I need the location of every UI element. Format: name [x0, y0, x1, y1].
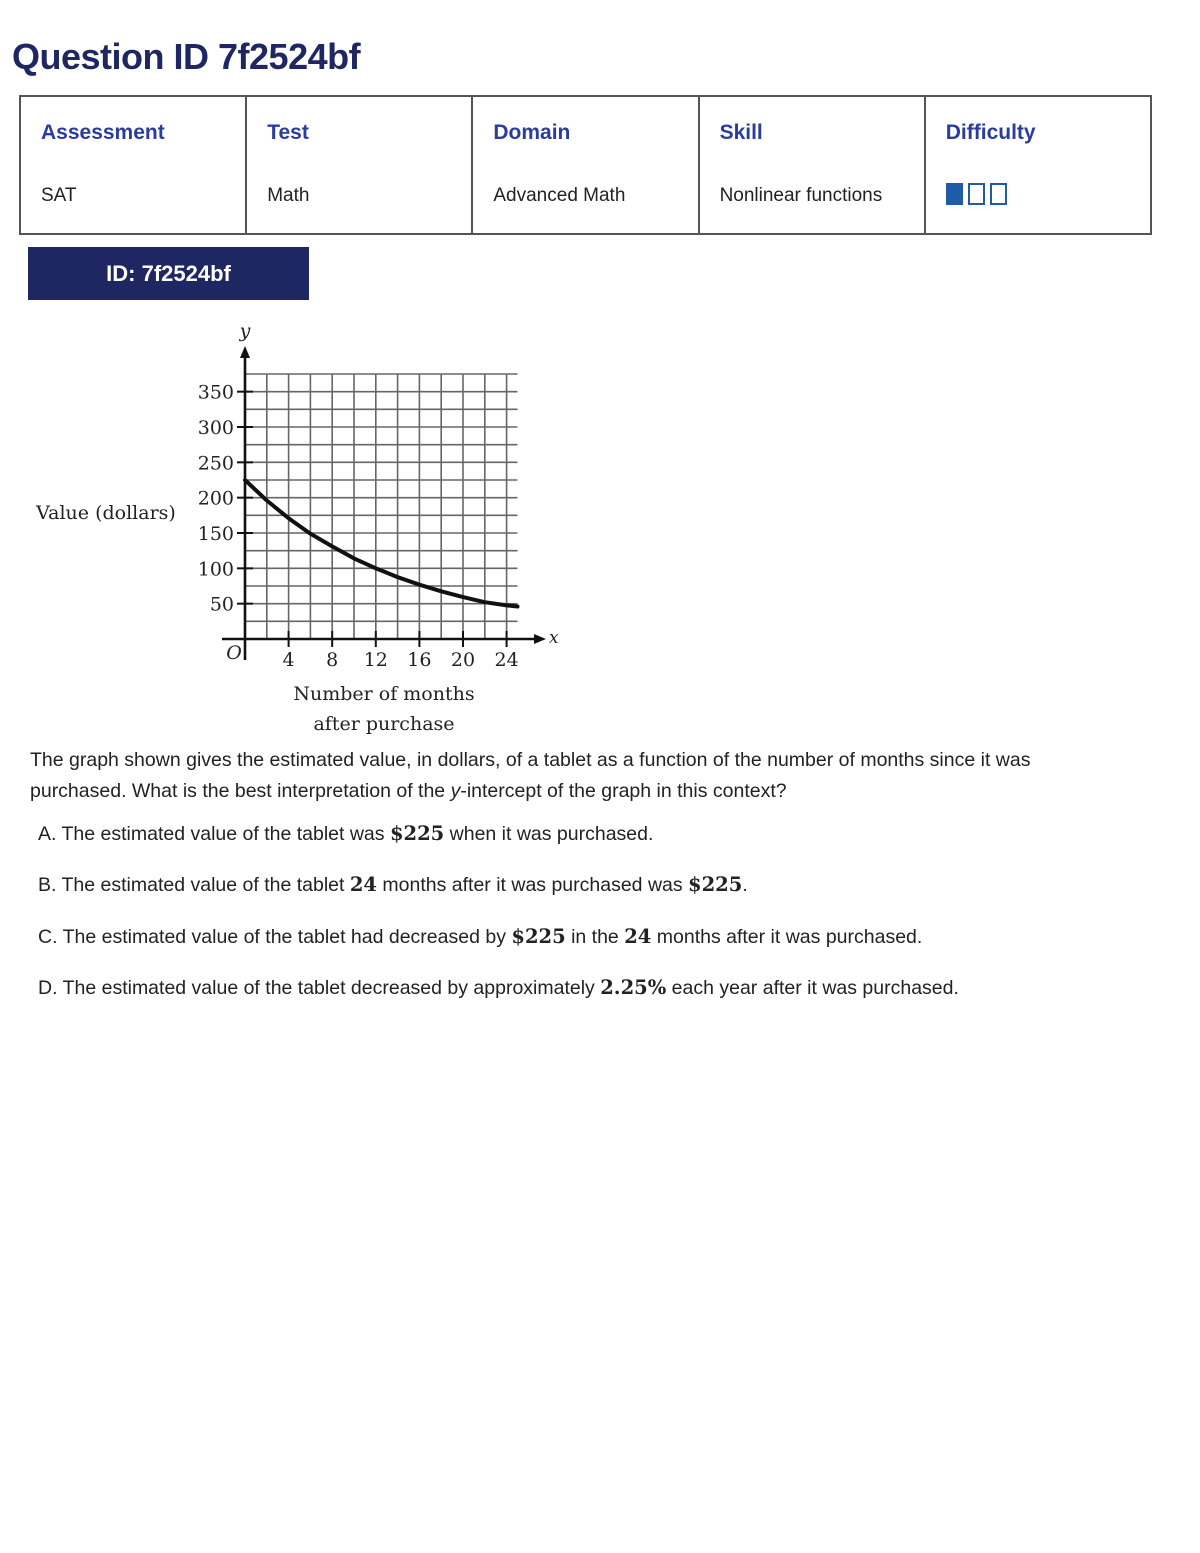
- choice-math-value: $225: [389, 822, 445, 845]
- choice-math-value: 2.25%: [600, 976, 667, 999]
- choice-math-value: 24: [349, 873, 377, 896]
- choice-letter: D.: [38, 977, 63, 999]
- choice-text: The estimated value of the tablet had decreased by: [62, 926, 512, 948]
- choice-text: The estimated value of the tablet decreased by approximately: [62, 977, 601, 999]
- choice-math-value: $225: [511, 925, 566, 948]
- meta-header-skill: Skill: [719, 121, 763, 144]
- x-tick-label: 12: [363, 649, 388, 671]
- y-tick-label: 150: [197, 522, 234, 545]
- answer-choice-d[interactable]: [38, 976, 959, 1000]
- y-tick-label: 350: [197, 381, 234, 404]
- y-tick-label: 50: [209, 593, 234, 616]
- choice-letter: B.: [38, 874, 62, 896]
- x-tick-label: 16: [407, 649, 432, 671]
- page-title: Question ID 7f2524bf: [12, 36, 361, 77]
- choice-text: The estimated value of the tablet was: [61, 823, 390, 845]
- value-vs-months-chart: [0, 0, 1200, 745]
- answer-choice-c[interactable]: [38, 925, 922, 949]
- meta-value-domain: Advanced Math: [493, 185, 626, 206]
- question-id-badge: ID: 7f2524bf: [28, 247, 309, 300]
- meta-header-test: Test: [267, 121, 309, 144]
- meta-header-difficulty: Difficulty: [945, 121, 1036, 144]
- choice-math-value: $225: [688, 873, 743, 896]
- x-axis-title-line-1: Number of months: [293, 683, 475, 705]
- y-axis-arrow: [240, 346, 250, 358]
- x-axis-title-line-2: after purchase: [313, 713, 455, 735]
- y-tick-label: 200: [197, 487, 234, 510]
- choice-text: when it was purchased.: [444, 823, 654, 845]
- answer-choice-a[interactable]: [38, 822, 653, 846]
- origin-label: O: [226, 642, 242, 664]
- choice-text: .: [742, 874, 748, 896]
- x-axis-arrow: [534, 634, 546, 644]
- meta-value-test: Math: [267, 185, 310, 206]
- meta-value-assessment: SAT: [41, 185, 77, 206]
- question-stem-text-1: The graph shown gives the estimated value, in dollars, of a tablet as a function of the number of months since it was purchased. What is the best interpretation of the: [30, 749, 1031, 802]
- y-axis-title: Value (dollars): [36, 502, 176, 524]
- x-axis-label: x: [549, 628, 559, 648]
- choice-text: months after it was purchased.: [651, 926, 923, 948]
- meta-header-assessment: Assessment: [41, 121, 165, 144]
- y-tick-label: 250: [197, 452, 234, 475]
- question-stem-variable: y: [450, 780, 461, 802]
- x-tick-label: 8: [326, 649, 339, 671]
- choice-letter: A.: [38, 823, 62, 845]
- choice-letter: C.: [38, 926, 63, 948]
- question-stem: [30, 745, 1110, 807]
- choice-text: The estimated value of the tablet: [61, 874, 350, 896]
- choice-math-value: 24: [624, 925, 652, 948]
- y-tick-label: 100: [197, 558, 234, 581]
- choice-text: months after it was purchased was: [376, 874, 689, 896]
- value-curve-line: [245, 480, 518, 607]
- meta-value-skill: Nonlinear functions: [719, 185, 883, 206]
- x-tick-label: 20: [450, 649, 476, 671]
- choice-text: in the: [565, 926, 625, 948]
- x-tick-label: 24: [494, 649, 519, 671]
- y-tick-label: 300: [197, 416, 234, 439]
- y-axis-label: y: [239, 320, 251, 342]
- answer-choice-b[interactable]: [38, 873, 748, 897]
- choice-text: each year after it was purchased.: [666, 977, 959, 999]
- meta-header-domain: Domain: [493, 121, 571, 144]
- x-tick-label: 4: [282, 649, 295, 671]
- question-stem-text-2: -intercept of the graph in this context?: [460, 780, 787, 802]
